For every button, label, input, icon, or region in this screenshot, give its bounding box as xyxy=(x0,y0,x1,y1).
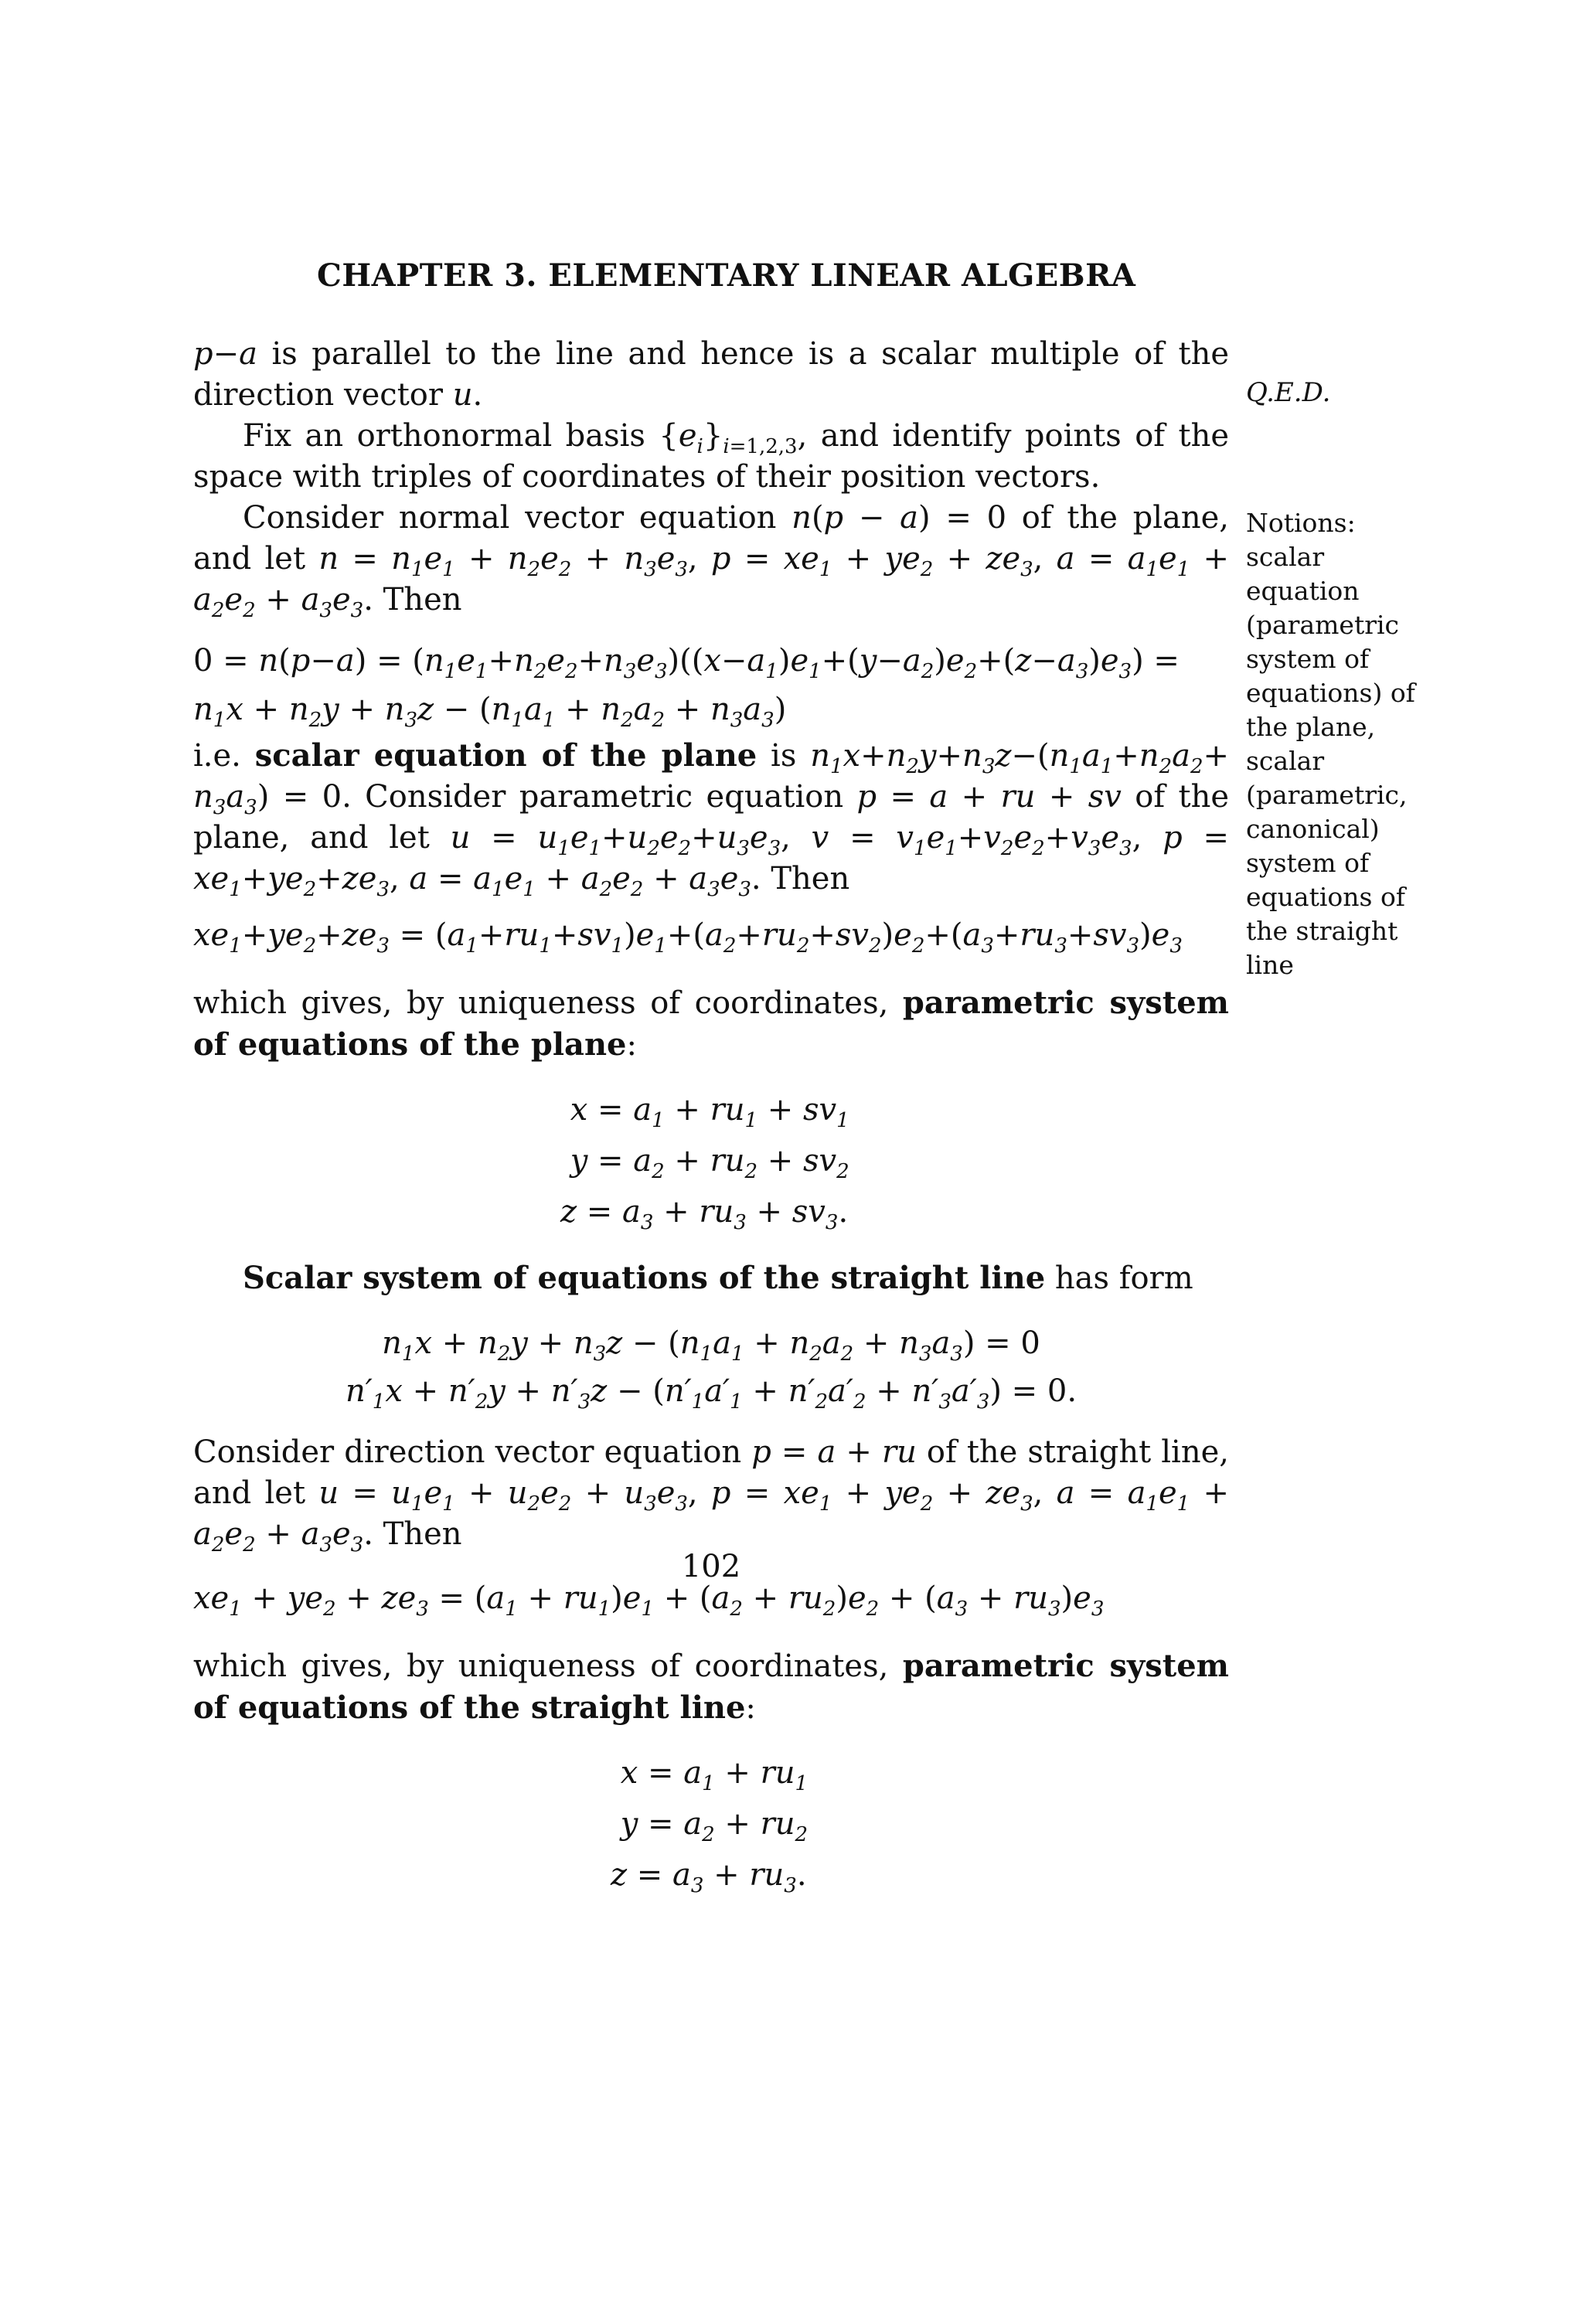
equation-line-coordinates: $xe_1 + ye_2 + ze_3 = (a_1 + ru_1)e_1 + (a_2 + ru_2)e_2 + (a_3 + ru_3)e_3$ xyxy=(193,1581,1105,1621)
equation-x-line: $x = a_1 + ru_1$ xyxy=(611,1755,809,1795)
chapter-header: CHAPTER 3. ELEMENTARY LINEAR ALGEBRA xyxy=(317,257,1136,294)
paragraph-parallel: p−a is parallel to the line and hence is a scalar multiple of the direction vector u. xyxy=(193,336,1229,413)
equation-z-plane: $z = a_3 + ru_3 + sv_3$. xyxy=(560,1194,849,1234)
paragraph-param-plane: which gives, by uniqueness of coordinates, parametric system of equations of the plane: xyxy=(193,985,1229,1063)
main-text xyxy=(193,334,1229,1900)
paragraph-scalar-line: Scalar system of equations of the straight line has form xyxy=(243,1260,1193,1296)
equation-plane-coordinates: $xe_1+ye_2+ze_3 = (a_1+ru_1+sv_1)e_1+(a_2+ru_2+sv_2)e_2+(a_3+ru_3+sv_3)e_3$ xyxy=(193,917,1183,958)
system-param-line xyxy=(611,1747,1229,1900)
qed-note: Q.E.D. xyxy=(1246,377,1331,408)
paragraph-param-line: which gives, by uniqueness of coordinates, parametric system of equations of the straight line: xyxy=(193,1648,1229,1726)
margin-notions-note: Notions: scalar equation (parametric system of equations) of the plane, scalar (parametric, canonical) system of equations of the straight line xyxy=(1246,508,1415,980)
equation-line-2: $n'_1x + n'_2y + n'_3z - (n'_1a'_1 + n'_2a'_2 + n'_3a'_3) = 0$. xyxy=(345,1373,1077,1414)
equation-normal-expansion: $0 = n(p-a) = (n_1e_1+n_2e_2+n_3e_3)((x-a_1)e_1+(y-a_2)e_2+(z-a_3)e_3)$ = xyxy=(193,643,1180,683)
equation-y-line: $y = a_2 + ru_2$ xyxy=(611,1806,809,1846)
page-number: 102 xyxy=(681,1549,741,1584)
equation-y-plane: $y = a_2 + ru_2 + sv_2$ xyxy=(560,1143,849,1183)
paragraph-scalar-plane: i.e. scalar equation of the plane is $n_1x+n_2y+n_3z-(n_1a_1+n_2a_2+ n_3a_3) = 0$. Consider parametric equation p = a + ru + sv of the plane, and let $u = u_1e_1+u_2e_2+u_3e_3$, $v = v_1e_1+v_2e_2+v_3e_3$, $p = xe_1+ye_2+ze_3$, $a = a_1e_1 + a_2e_2 + a_3e_3$. Then xyxy=(193,737,1230,901)
equation-line-1: $n_1x + n_2y + n_3z - (n_1a_1 + n_2a_2 + n_3a_3) = 0$ xyxy=(382,1325,1040,1366)
equation-z-line: $z = a_3 + ru_3$. xyxy=(611,1857,807,1897)
equation-x-plane: $x = a_1 + ru_1 + sv_1$ xyxy=(560,1092,849,1132)
paragraph-basis: Fix an orthonormal basis $\{e_i\}_{i=1,2,3}$, and identify points of the space with triples of coordinates of their position vectors. xyxy=(193,418,1230,495)
paragraph-normal-equation: Consider normal vector equation n(p − a) = 0 of the plane, and let $n = n_1e_1 + n_2e_2 + n_3e_3$, $p = xe_1 + ye_2 + ze_3$, $a = a_1e_1 + a_2e_2 + a_3e_3$. Then xyxy=(193,500,1230,622)
paragraph-direction-vector: Consider direction vector equation p = a + ru of the straight line, and let $u = u_1e_1 + u_2e_2 + u_3e_3$, $p = xe_1 + ye_2 + ze_3$, $a = a_1e_1 + a_2e_2 + a_3e_3$. Then xyxy=(193,1434,1230,1557)
equation-normal-result: $n_1x + n_2y + n_3z - (n_1a_1 + n_2a_2 + n_3a_3)$ xyxy=(193,692,787,732)
system-scalar-line xyxy=(193,1319,1229,1415)
system-param-plane xyxy=(560,1084,1229,1237)
